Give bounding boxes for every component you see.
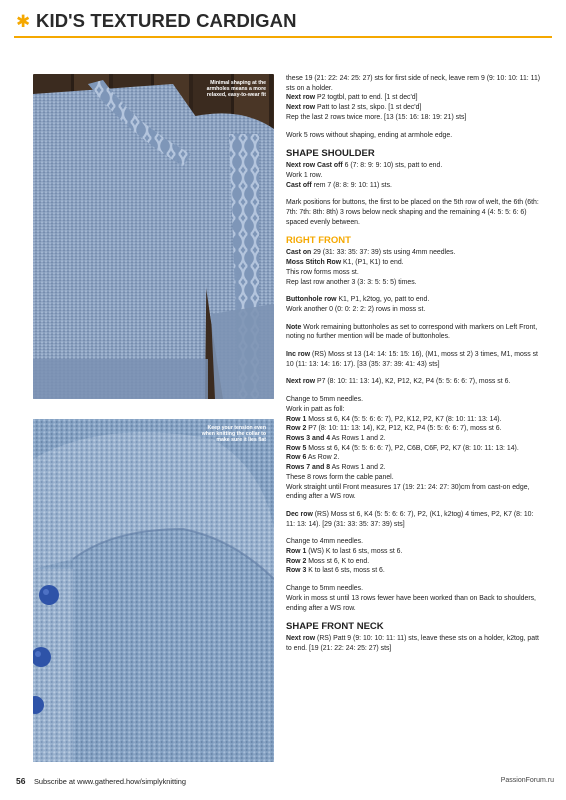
- subscribe-link[interactable]: Subscribe at www.gathered.how/simplyknitting: [34, 777, 186, 786]
- instruction-text: Note Work remaining buttonholes as set to correspond with markers on Left Front, noting no further mention will be made of buttonholes.: [286, 323, 538, 341]
- photo-cardigan-sleeve: [33, 74, 274, 399]
- instruction-text: Next row (RS) Patt 9 (9: 10: 10: 11: 11) sts, leave these sts on a holder, k2tog, patt to end. [19 (21: 22: 24: 25: 27) sts]: [286, 635, 539, 652]
- instruction-text: Next row P7 (8: 10: 11: 13: 14), K2, P12, K2, P4 (5: 5: 6: 6: 7), moss st 6.: [286, 378, 511, 386]
- instruction-text: Dec row (RS) Moss st 6, K4 (5: 5: 6: 6: 7), P2, (K1, k2tog) 4 times, P2, K7 (8: 10: 11: 13: 14). [29 (31: 33: 35: 37: 39) sts]: [286, 510, 534, 528]
- page-number: 56: [16, 776, 26, 786]
- photo-caption-top: Minimal shaping at the armholes means a more relaxed, easy-to-wear fit: [206, 80, 266, 99]
- instruction-text: Mark positions for buttons, the first to be placed on the 5th row of welt, the 6th (6th: 7th: 7th: 8th: 8th) 3 rows below neck shaping and the remaining 4 (4: 5: 5: 6: 6) spaced evenly between.: [286, 199, 539, 226]
- pattern-instructions: [286, 74, 544, 654]
- header-rule: [14, 36, 552, 38]
- instruction-text: Work in moss st until 13 rows fewer have been worked than on Back to shoulders, ending after a WS row.: [286, 594, 536, 612]
- instruction-text: Next row Patt to last 2 sts, skpo. [1 st dec'd]: [286, 104, 422, 112]
- cardigan-sleeve-illustration: [33, 74, 274, 399]
- instruction-text: These 8 rows form the cable panel.: [286, 473, 394, 481]
- instruction-text: Cast off rem 7 (8: 8: 9: 10: 11) sts.: [286, 181, 392, 189]
- instruction-text: Row 6 As Row 2.: [286, 454, 340, 462]
- instruction-text: Work another 0 (0: 0: 2: 2: 2) rows in moss st.: [286, 305, 426, 313]
- page-footer: [14, 774, 554, 788]
- section-heading: SHAPE FRONT NECK: [286, 621, 384, 633]
- instruction-text: Work in patt as foll:: [286, 405, 345, 413]
- instruction-text: Cast on 29 (31: 33: 35: 37: 39) sts using 4mm needles.: [286, 249, 456, 257]
- instruction-text: Row 5 Moss st 6, K4 (5: 5: 6: 6: 7), P2, C6B, C6F, P2, K7 (8: 10: 11: 13: 14).: [286, 444, 519, 452]
- instruction-text: Inc row (RS) Moss st 13 (14: 14: 15: 15: 16), (M1, moss st 2) 3 times, M1, moss st 10 (11: 13: 14: 16: 17). [33 (35: 37: 39: 41: 43) sts]: [286, 351, 538, 368]
- instruction-text: Buttonhole row K1, P1, k2tog, yo, patt to end.: [286, 296, 430, 304]
- instruction-text: Change to 5mm needles.: [286, 396, 363, 404]
- instruction-text: Work 1 row.: [286, 171, 323, 179]
- photo-cardigan-collar: [33, 419, 274, 762]
- cardigan-collar-illustration: [33, 419, 274, 762]
- instruction-text: Row 3 K to last 6 sts, moss st 6.: [286, 567, 385, 575]
- instruction-text: Row 1 (WS) K to last 6 sts, moss st 6.: [286, 548, 403, 556]
- watermark-text: PassionForum.ru: [500, 777, 554, 784]
- instruction-text: Row 2 P7 (8: 10: 11: 13: 14), K2, P12, K2, P4 (5: 5: 6: 6: 7), moss st 6.: [286, 425, 502, 433]
- photo-caption-bottom: Keep your tension even when knitting the collar to make sure it lies flat: [201, 425, 266, 444]
- instruction-text: Rows 7 and 8 As Rows 1 and 2.: [286, 464, 386, 472]
- instruction-text: Row 1 Moss st 6, K4 (5: 5: 6: 6: 7), P2, K12, P2, K7 (8: 10: 11: 13: 14).: [286, 415, 502, 423]
- instruction-text: Work 5 rows without shaping, ending at armhole edge.: [286, 131, 453, 139]
- section-heading: SHAPE SHOULDER: [286, 148, 375, 160]
- page-header: [0, 0, 566, 38]
- instruction-text: these 19 (21: 22: 24: 25: 27) sts for first side of neck, leave rem 9 (9: 10: 10: 11: 11) sts on a holder.: [286, 75, 541, 92]
- page-title: KID'S TEXTURED CARDIGAN: [36, 10, 297, 31]
- instruction-text: Rep the last 2 rows twice more. [13 (15: 16: 18: 19: 21) sts]: [286, 113, 467, 121]
- instruction-text: Change to 5mm needles.: [286, 585, 363, 593]
- instruction-text: Next row Cast off 6 (7: 8: 9: 9: 10) sts, patt to end.: [286, 162, 443, 170]
- star-icon: ✱: [16, 12, 31, 31]
- instruction-text: Moss Stitch Row K1, (P1, K1) to end.: [286, 259, 404, 267]
- instruction-text: This row forms moss st.: [286, 268, 359, 276]
- instruction-text: Rep last row another 3 (3: 3: 5: 5: 5) times.: [286, 278, 417, 286]
- instruction-text: Row 2 Moss st 6, K to end.: [286, 557, 370, 565]
- section-heading: RIGHT FRONT: [286, 235, 351, 247]
- instruction-text: Rows 3 and 4 As Rows 1 and 2.: [286, 434, 386, 442]
- instruction-text: Work straight until Front measures 17 (19: 21: 24: 27: 30)cm from cast-on edge, ending after a WS row.: [286, 483, 530, 501]
- button-icon: [39, 585, 59, 605]
- instruction-text: Next row P2 togtbl, patt to end. [1 st dec'd]: [286, 94, 418, 102]
- instruction-text: Change to 4mm needles.: [286, 538, 363, 546]
